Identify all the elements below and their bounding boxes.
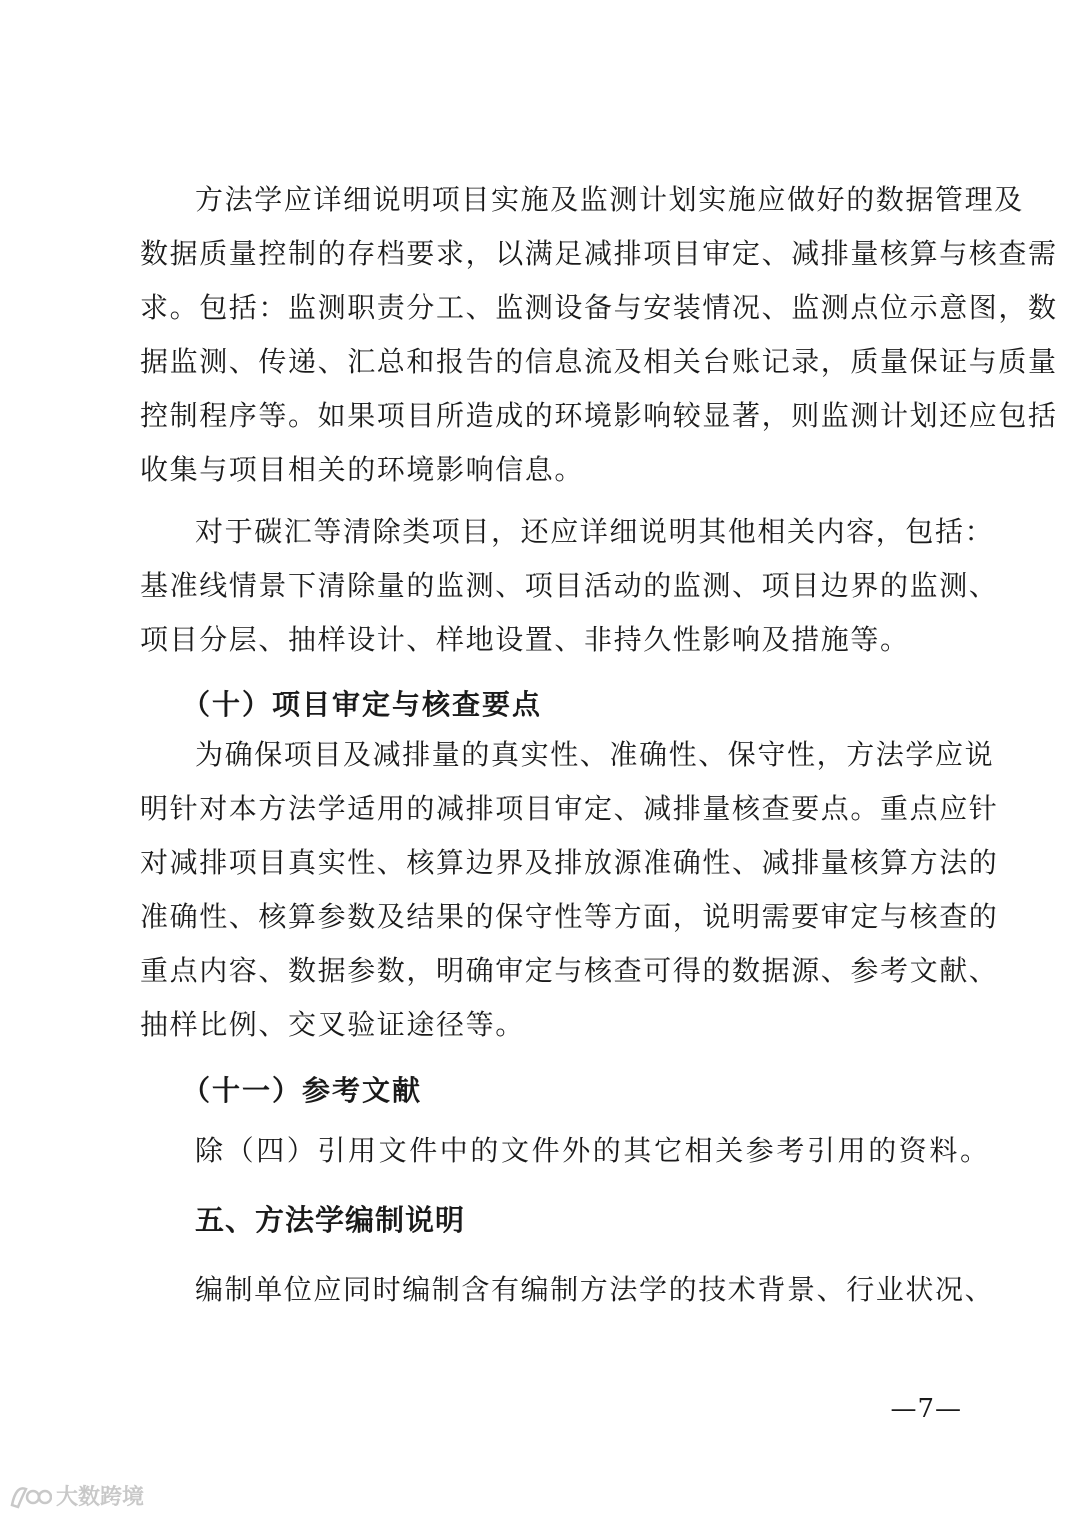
paragraph-line: 方法学应详细说明项目实施及监测计划实施应做好的数据管理及 xyxy=(195,183,1024,216)
paragraph-line: 抽样比例、交叉验证途径等。 xyxy=(140,1008,525,1041)
section-heading: （十）项目审定与核查要点 xyxy=(182,688,543,721)
paragraph-line: 项目分层、抽样设计、样地设置、非持久性影响及措施等。 xyxy=(140,623,910,656)
paragraph-line: 数据质量控制的存档要求，以满足减排项目审定、减排量核算与核查需 xyxy=(140,237,1058,270)
paragraph-line: 除（四）引用文件中的文件外的其它相关参考引用的资料。 xyxy=(195,1134,991,1167)
chapter-heading: 五、方法学编制说明 xyxy=(195,1203,466,1237)
section-heading: （十一）参考文献 xyxy=(182,1074,423,1107)
watermark-text: 大数跨境 xyxy=(56,1485,145,1510)
paragraph-line: 收集与项目相关的环境影响信息。 xyxy=(140,453,585,486)
paragraph-line: 控制程序等。如果项目所造成的环境影响较显著，则监测计划还应包括 xyxy=(140,399,1058,432)
watermark xyxy=(8,1480,144,1511)
paragraph-line: 求。包括：监测职责分工、监测设备与安装情况、监测点位示意图，数 xyxy=(140,291,1058,324)
paragraph-line: 为确保项目及减排量的真实性、准确性、保守性，方法学应说 xyxy=(195,738,995,771)
paragraph-line: 基准线情景下清除量的监测、项目活动的监测、项目边界的监测、 xyxy=(140,569,999,602)
logo-icon xyxy=(8,1481,52,1511)
paragraph-line: 明针对本方法学适用的减排项目审定、减排量核查要点。重点应针 xyxy=(140,792,999,825)
paragraph-line: 据监测、传递、汇总和报告的信息流及相关台账记录，质量保证与质量 xyxy=(140,345,1058,378)
paragraph-line: 对于碳汇等清除类项目，还应详细说明其他相关内容，包括： xyxy=(195,515,995,548)
paragraph-line: 重点内容、数据参数，明确审定与核查可得的数据源、参考文献、 xyxy=(140,954,999,987)
page-number: —7— xyxy=(890,1394,962,1424)
paragraph-line: 对减排项目真实性、核算边界及排放源准确性、减排量核算方法的 xyxy=(140,846,999,879)
paragraph-line: 准确性、核算参数及结果的保守性等方面，说明需要审定与核查的 xyxy=(140,900,999,933)
paragraph-line: 编制单位应同时编制含有编制方法学的技术背景、行业状况、 xyxy=(195,1273,995,1306)
